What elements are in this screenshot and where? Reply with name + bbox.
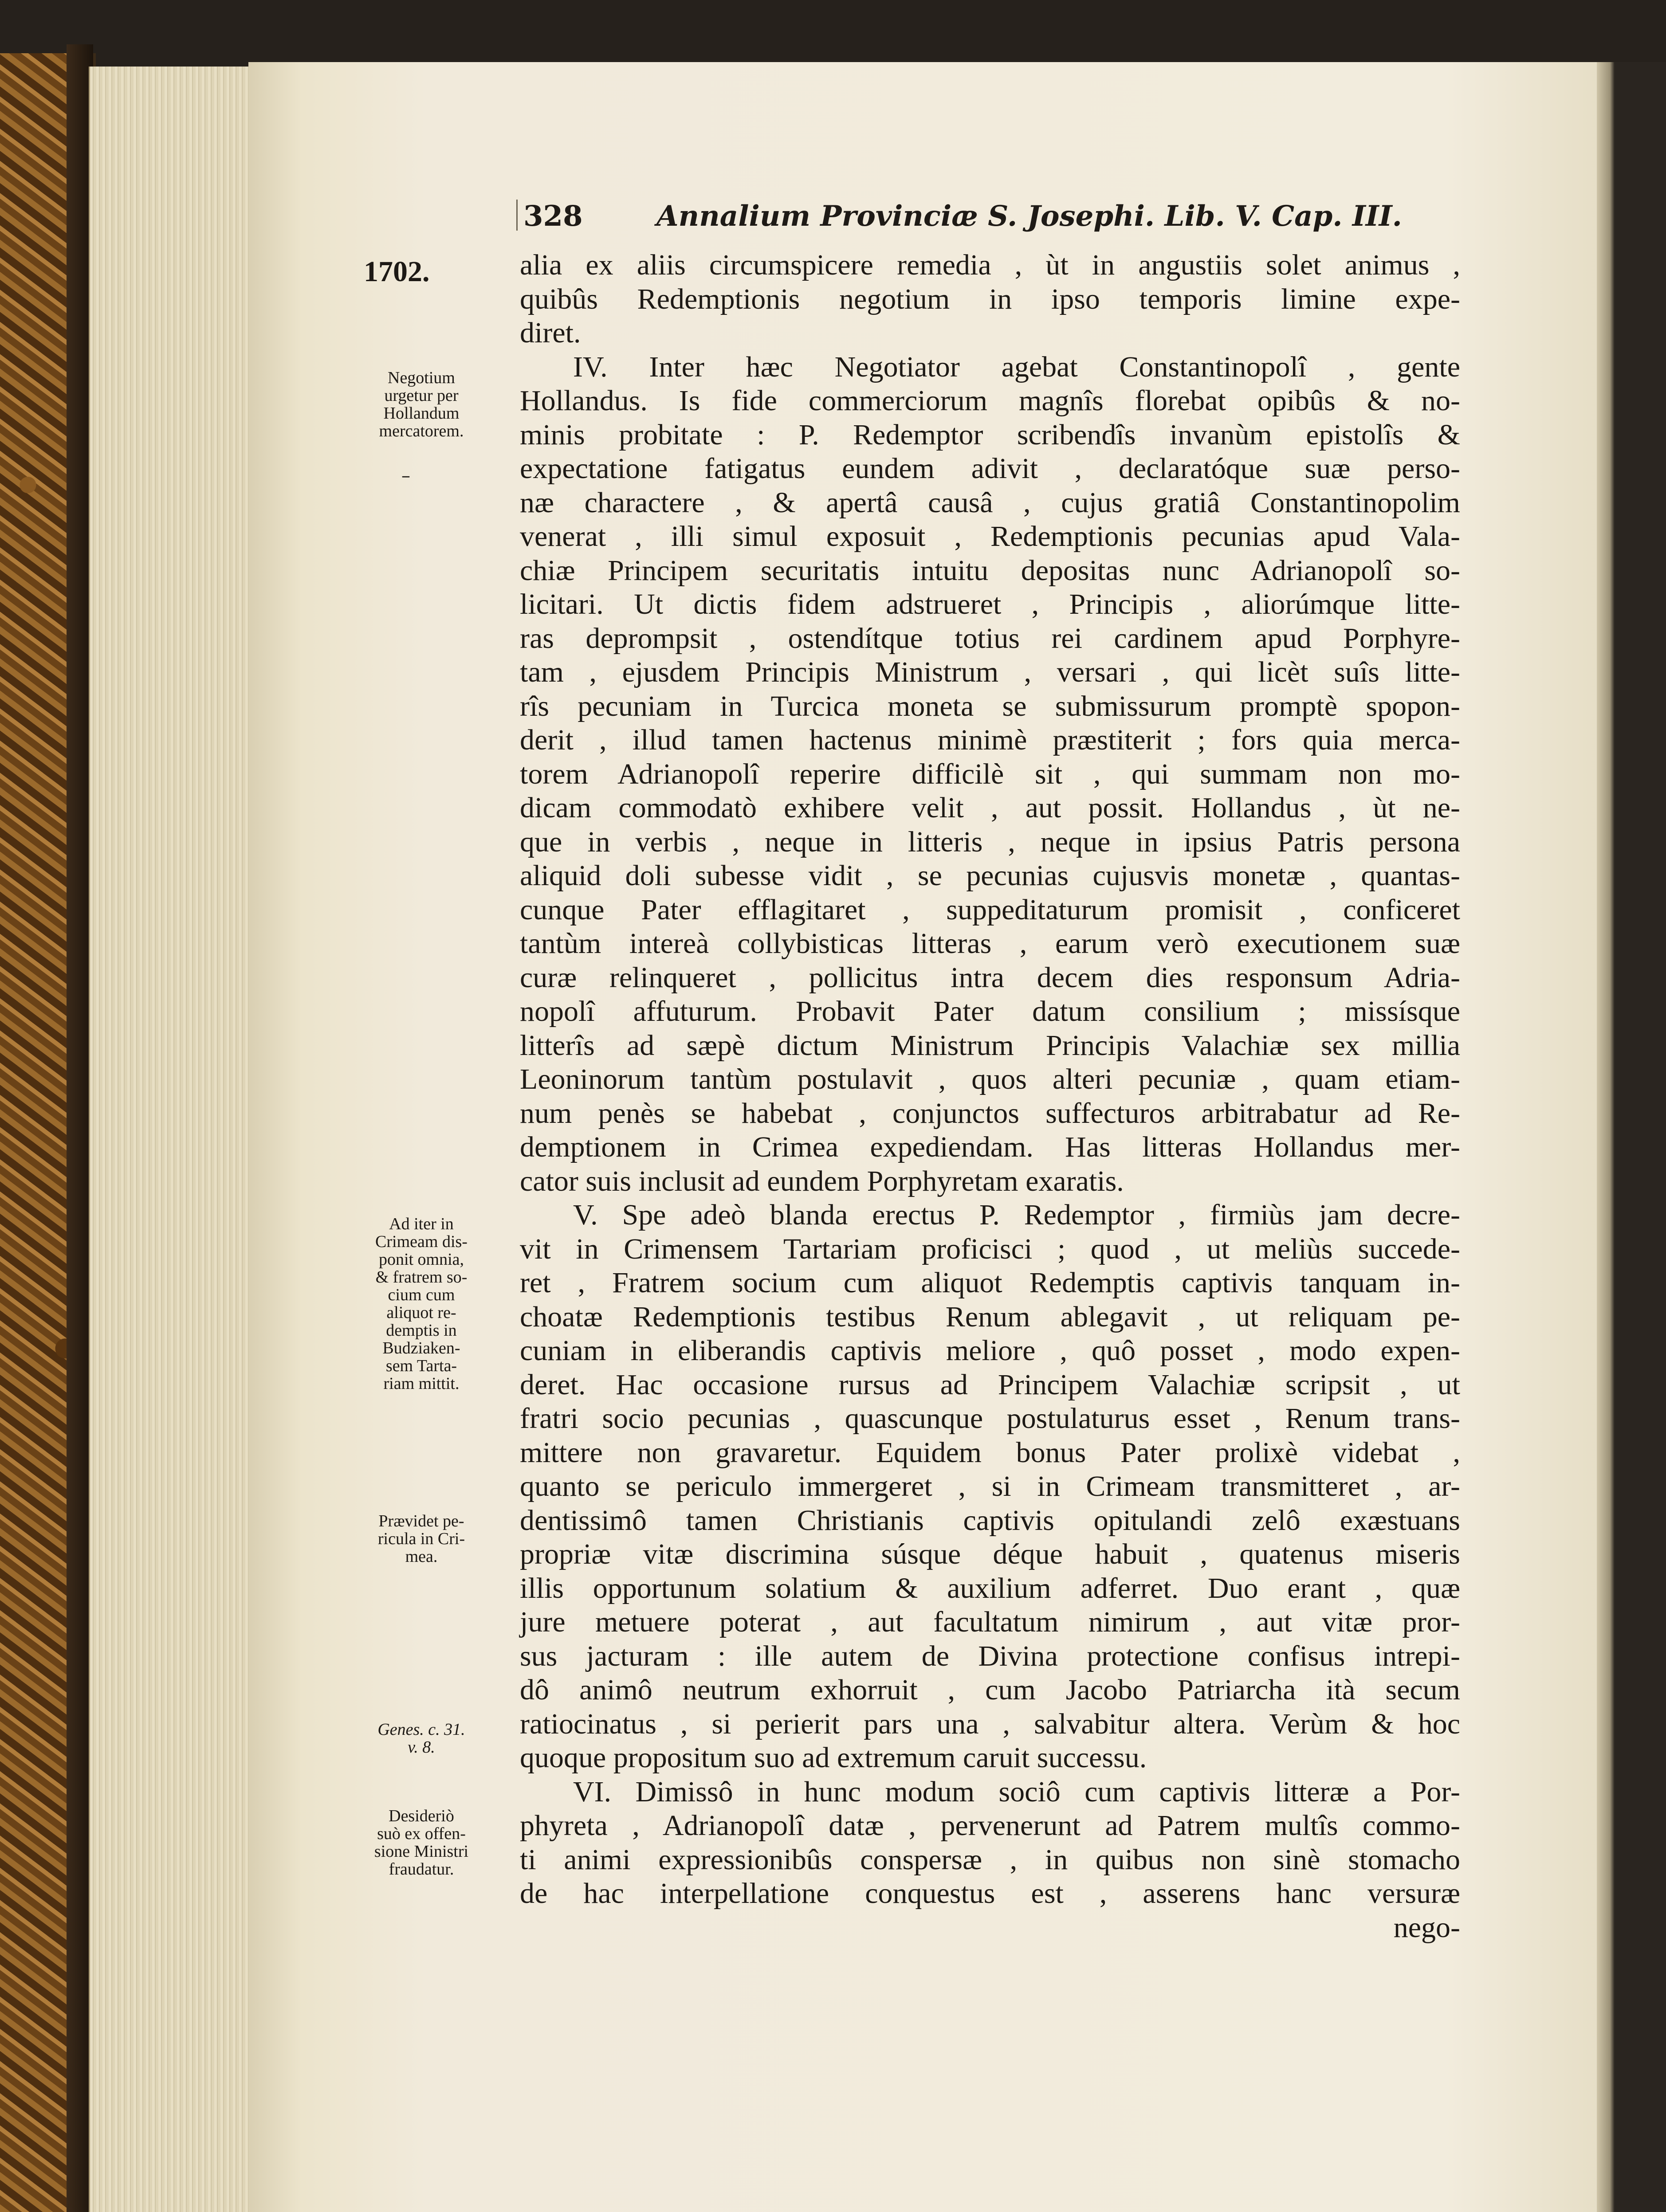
text-line: diret. [520, 317, 581, 349]
text-line: quoque propositum suo ad extremum caruit successu. [520, 1741, 1147, 1774]
text-line: choatæ Redemptionis testibus Renum ablegavit , ut reliquam pe- [520, 1300, 1460, 1333]
text-line: ti animi expressionibûs conspersæ , in quibus non sinè stomacho [520, 1843, 1460, 1876]
text-line: quibûs Redemptionis negotium in ipso temporis limine expe- [520, 282, 1460, 315]
text-line: V. Spe adeò blanda erectus P. Redemptor , firmiùs jam decre- [573, 1199, 1460, 1231]
text-line: venerat , illi simul exposuit , Redemptionis pecunias apud Vala- [520, 520, 1460, 553]
text-line: illis opportunum solatium & auxilium adferret. Duo erant , quæ [520, 1572, 1460, 1604]
text-line: VI. Dimissô in hunc modum sociô cum captivis litteræ a Por- [573, 1775, 1460, 1808]
facing-page-edge [1597, 62, 1666, 2212]
running-title: Annalium Provinciæ S. Josephi. Lib. V. Cap. III. [656, 200, 1402, 233]
text-line: deret. Hac occasione rursus ad Principem Valachiæ scripsit , ut [520, 1368, 1460, 1401]
text-line: propriæ vitæ discrimina súsque déque habuit , quatenus miseris [520, 1538, 1460, 1570]
text-line: dicam commodatò exhibere velit , aut possit. Hollandus , ùt ne- [520, 792, 1460, 824]
text-line: cator suis inclusit ad eundem Porphyretam exaratis. [520, 1165, 1124, 1197]
text-line: ret , Fratrem socium cum aliquot Redemptis captivis tanquam in- [520, 1267, 1460, 1299]
text-line: alia ex aliis circumspicere remedia , ùt in angustiis solet animus , [520, 249, 1460, 281]
margin-note-genesis: Genes. c. 31. v. 8. [377, 1720, 465, 1757]
margin-note-desiderio: Desideriò suò ex offen- sione Ministri fraudatur. [374, 1807, 469, 1879]
text-line: Hollandus. Is fide commerciorum magnîs florebat opibûs & no- [520, 384, 1460, 417]
text-line: phyreta , Adrianopolî datæ , pervenerunt ad Patrem multîs commo- [520, 1809, 1460, 1842]
text-line: litterîs ad sæpè dictum Ministrum Principis Valachiæ sex millia [520, 1029, 1460, 1062]
text-line: tam , ejusdem Principis Ministrum , versari , qui licèt suîs litte- [520, 656, 1460, 688]
margin-dash: – [401, 466, 410, 486]
text-line: cuniam in eliberandis captivis meliore , quô posset , modo expen- [520, 1334, 1460, 1367]
text-line: cunque Pater efflagitaret , suppeditaturum promisit , conficeret [520, 893, 1460, 926]
text-line: derit , illud tamen hactenus minimè præstiterit ; fors quia merca- [520, 724, 1460, 756]
text-line: minis probitate : P. Redemptor scribendîs invanùm epistolîs & [520, 418, 1460, 451]
header-rule [516, 200, 518, 231]
catchword: nego- [1393, 1911, 1460, 1944]
text-line: fratri socio pecunias , quascunque postulaturus esset , Renum trans- [520, 1402, 1460, 1435]
text-line: expectatione fatigatus eundem adivit , declaratóque suæ perso- [520, 452, 1460, 485]
margin-note-iter: Ad iter in Crimeam dis- ponit omnia, & fratrem so- cium cum aliquot re- demptis in Budziaken- sem Tarta- riam mittit. [375, 1215, 468, 1393]
page-number: 328 [523, 200, 583, 233]
text-line: rîs pecuniam in Turcica moneta se submissurum promptè spopon- [520, 690, 1460, 722]
text-line: ratiocinatus , si perierit pars una , salvabitur altera. Verùm & hoc [520, 1707, 1460, 1740]
text-line: dentissimô tamen Christianis captivis opitulandi zelô exæstuans [520, 1504, 1460, 1537]
text-line: chiæ Principem securitatis intuitu depositas nunc Adrianopolî so- [520, 554, 1460, 587]
text-line: nopolî affuturum. Probavit Pater datum consilium ; missísque [520, 995, 1460, 1028]
text-line: IV. Inter hæc Negotiator agebat Constantinopolî , gente [573, 350, 1460, 383]
text-line: Leoninorum tantùm postulavit , quos alteri pecuniæ , quam etiam- [520, 1063, 1460, 1095]
page-stack-edges [89, 67, 259, 2212]
text-line: demptionem in Crimea expediendam. Has litteras Hollandus mer- [520, 1131, 1460, 1163]
text-line: que in verbis , neque in litteris , neque in ipsius Patris persona [520, 825, 1460, 858]
text-line: torem Adrianopolî reperire difficilè sit , qui summam non mo- [520, 757, 1460, 790]
text-line: jure metuere poterat , aut facultatum nimirum , aut vitæ pror- [520, 1606, 1460, 1638]
text-line: ras deprompsit , ostendítque totius rei cardinem apud Porphyre- [520, 622, 1460, 655]
page-header [523, 195, 1402, 248]
margin-year: 1702. [364, 255, 430, 288]
text-line: tantùm intereà collybisticas litteras , earum verò executionem suæ [520, 927, 1460, 960]
text-line: vit in Crimensem Tartariam proficisci ; quod , ut meliùs succede- [520, 1232, 1460, 1265]
text-line: mittere non gravaretur. Equidem bonus Pater prolixè videbat , [520, 1436, 1460, 1469]
text-line: licitari. Ut dictis fidem adstrueret , Principis , aliorúmque litte- [520, 588, 1460, 620]
body-text [520, 248, 1460, 1945]
text-line: dô animô neutrum exhorruit , cum Jacobo Patriarcha ità secum [520, 1674, 1460, 1706]
text-line: sus jacturam : ille autem de Divina protectione confisus intrepi- [520, 1639, 1460, 1672]
text-line: curæ relinqueret , pollicitus intra decem dies responsum Adria- [520, 961, 1460, 994]
margin-note-negotium: Negotium urgetur per Hollandum mercatorem. [379, 369, 464, 440]
text-line: num penès se habebat , conjunctos suffecturos arbitrabatur ad Re- [520, 1097, 1460, 1130]
text-line: de hac interpellatione conquestus est , asserens hanc versuræ [520, 1877, 1460, 1910]
margin-note-pericula: Prævidet pe- ricula in Cri- mea. [377, 1512, 465, 1566]
text-line: quanto se periculo immergeret , si in Crimeam transmitteret , ar- [520, 1470, 1460, 1502]
text-line: aliquid doli subesse vidit , se pecunias cujusvis monetæ , quantas- [520, 859, 1460, 892]
text-line: næ charactere , & apertâ causâ , cujus gratiâ Constantinopolim [520, 486, 1460, 519]
